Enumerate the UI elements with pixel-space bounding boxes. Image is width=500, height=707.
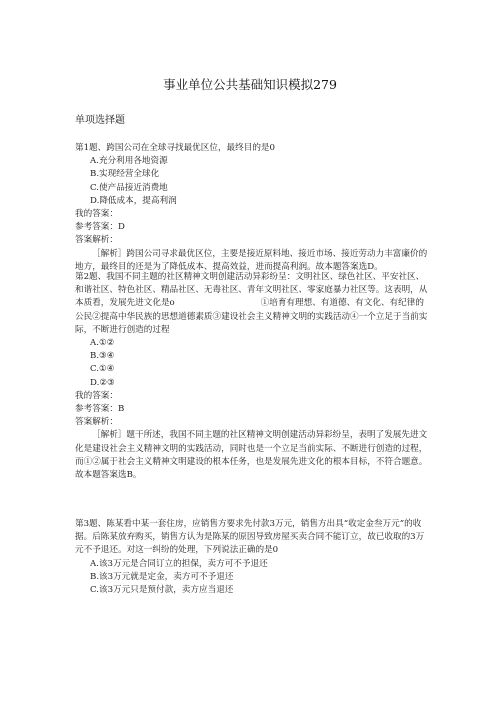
reference-answer: 参考答案：B: [75, 404, 125, 415]
option-b: B.③④: [90, 351, 115, 362]
option-d: D.降低成本，提高利润: [90, 195, 177, 206]
option-b: B.实现经营全球化: [90, 169, 160, 180]
option-d: D.②③: [90, 377, 115, 388]
option-c: C.①④: [90, 364, 115, 375]
analysis-label: 答案解析：: [75, 417, 118, 428]
option-a: A.该3万元是合同订立的担保，卖方可不予退还: [90, 558, 268, 569]
question-stem: 第2题、我国不同主题的社区精神文明创建活动异彩纷呈：文明社区、绿色社区、平安社区、和谐社区、特色社区、精品社区、无毒社区、青年文明社区、零家庭暴力社区等。这表明，从本质看，发展先进文化是o ①培育有理想、有道德、有文化、有纪律的公民②提高中华民族的思想道德素质③建设社会主义精神文明的实践活动④一个立足于当前实际，不断进行创造的过程: [75, 272, 428, 335]
option-a: A.充分利用各地资源: [90, 156, 168, 167]
question-stem: 第1题、跨国公司在全球寻找最优区位，最终目的是0: [75, 143, 275, 153]
page-title: 事业单位公共基础知识模拟279: [163, 77, 337, 92]
option-b: B.该3万元就是定金，卖方可不予退还: [90, 571, 234, 582]
my-answer-label: 我的答案：: [75, 390, 118, 401]
analysis-label: 答案解析：: [75, 235, 118, 246]
analysis-text: ［解析］跨国公司寻求最优区位，主要是接近原料地、接近市场、接近劳动力丰富廉价的地方，最终目的还是为了降低成本、提高效益，进而提高利润。故本题答案选D。: [75, 248, 428, 272]
section-heading: 单项选择题: [75, 115, 125, 126]
option-c: C.该3万元只是预付款，卖方应当退还: [90, 585, 234, 596]
option-c: C.使产品接近消费地: [90, 182, 168, 193]
option-a: A.①②: [90, 338, 115, 349]
question-stem: 第3题、陈某看中某一套住房，应销售方要求先付款3万元，销售方出具“收定金叁万元”的收据。后陈某放弃购买，销售方认为是陈某的原因导致房屋买卖合同不能订立，故已收取的3万元不予退还。对这一纠纷的处理，下列说法正确的是0: [75, 519, 425, 556]
question-2: [75, 271, 429, 482]
my-answer-label: 我的答案：: [75, 209, 118, 220]
analysis-text: ［解析］题干所述，我国不同主题的社区精神文明创建活动异彩纷呈，表明了发展先进文化是建设社会主义精神文明的实践活动，同时也是一个立足当前实际、不断进行创造的过程，而①②属于社会主义精神文明建设的根本任务，也是发展先进文化的根本目标，不符合题意。故本题答案选B。: [75, 430, 428, 481]
question-1: [75, 142, 429, 274]
reference-answer: 参考答案：D: [75, 222, 125, 233]
question-3: [75, 518, 429, 597]
